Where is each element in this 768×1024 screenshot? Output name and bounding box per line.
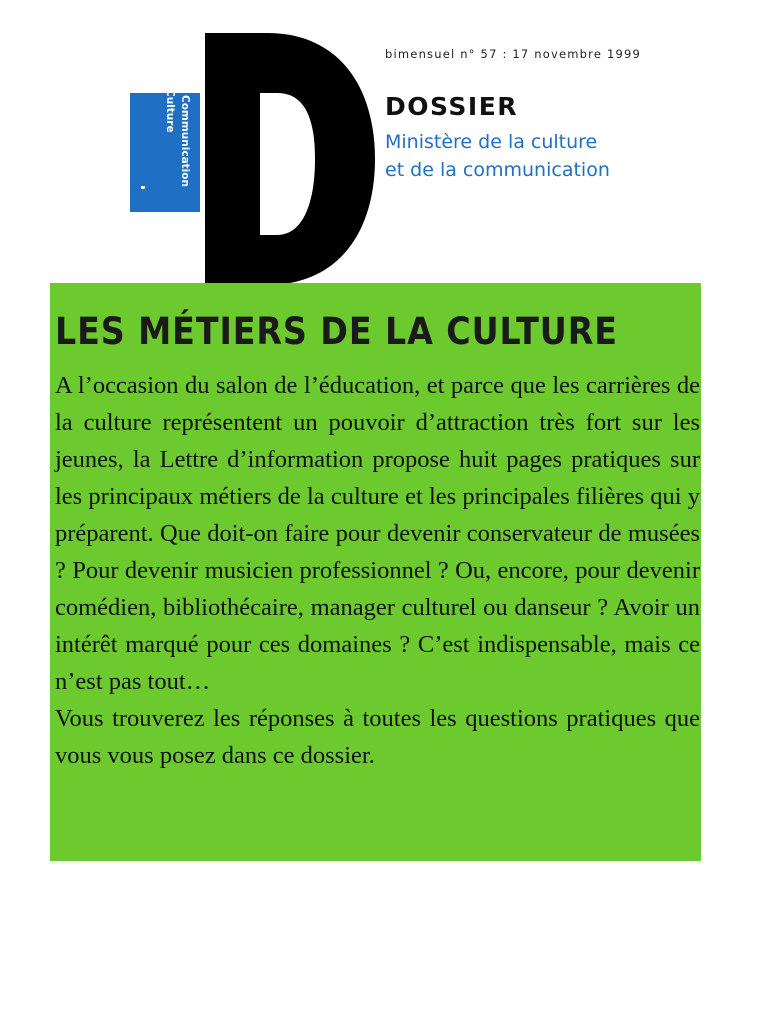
article-paragraph: A l’occasion du salon de l’éducation, et parce que les carrières de la culture représentent un pouvoir d’attraction très fort sur les jeunes, la Lettre d’information propose huit pages pratiques sur les principaux métiers de la culture et les principales filières qui y préparent. Que doit-on faire pour devenir conservateur de musées ? Pour devenir musicien professionnel ? Ou, encore, pour devenir comédien, bibliothécaire, manager culturel ou danseur ? Avoir un intérêt marqué pour ces domaines ? C’est indispensable, mais ce n’est pas tout…: [55, 372, 700, 695]
ministry-line-2: et de la communication: [385, 159, 610, 181]
article-paragraph: Vous trouverez les réponses à toutes les questions pratiques que vous vous posez dans ce dossier.: [55, 705, 700, 769]
section-label: DOSSIER: [385, 92, 519, 121]
ministry-line-1: Ministère de la culture: [385, 131, 598, 153]
logo-text-culture: Culture: [164, 89, 176, 133]
logo-text-communication: Communication: [179, 95, 191, 187]
issue-info: bimensuel n° 57 : 17 novembre 1999: [385, 47, 642, 61]
article-body: [55, 367, 700, 774]
logo-mark: [141, 186, 145, 189]
big-d-letter-icon: [205, 33, 380, 285]
article-title: LES MÉTIERS DE LA CULTURE: [55, 310, 618, 353]
ministry-name: [385, 128, 610, 184]
